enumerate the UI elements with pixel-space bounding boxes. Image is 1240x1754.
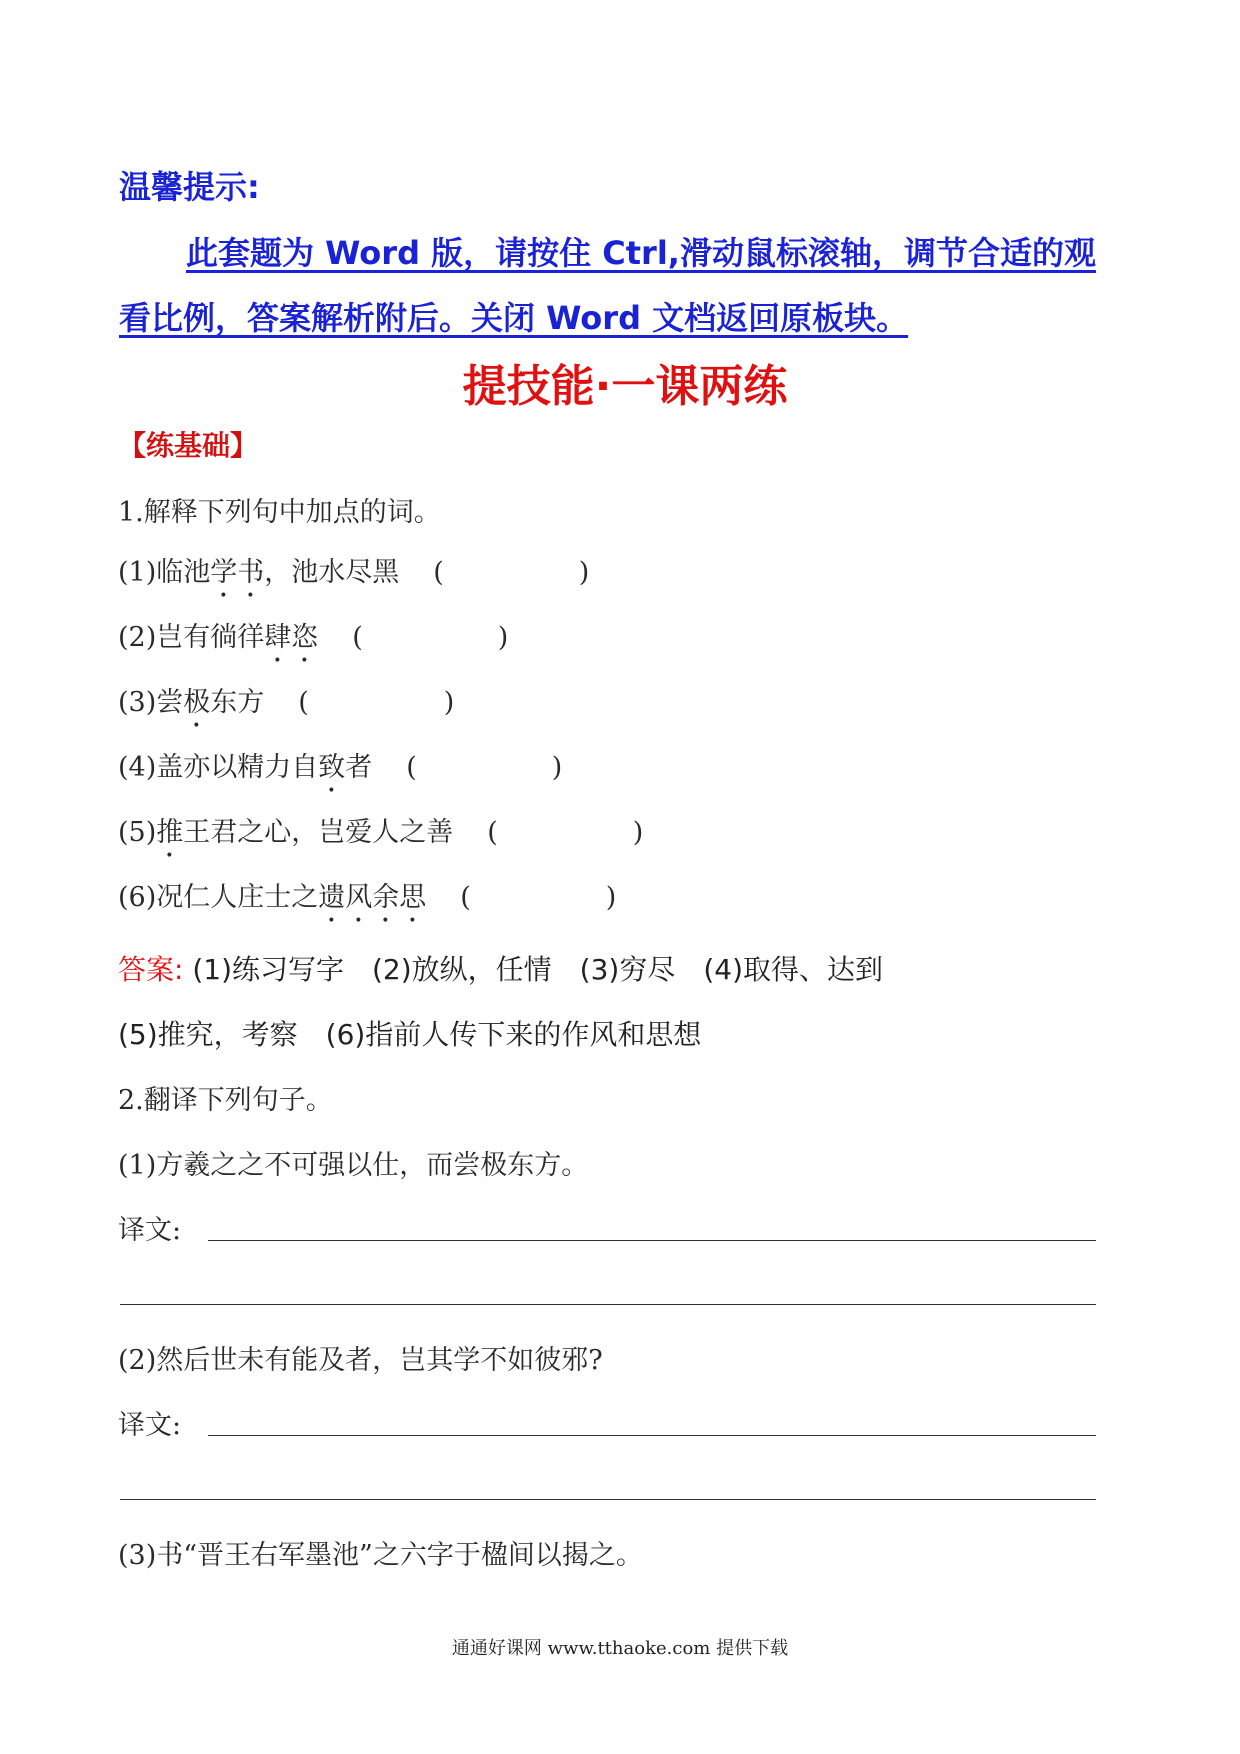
question-1-item xyxy=(118,810,643,864)
main-title: 提技能·一课两练 xyxy=(462,361,788,412)
section-label: 【练基础】 xyxy=(118,429,259,462)
item-dotted-word: 致 xyxy=(318,752,346,783)
answer-blank[interactable]: ( ) xyxy=(406,752,563,783)
item-dotted-word: 遗风余思 xyxy=(318,882,427,913)
question-1-item xyxy=(118,550,589,604)
question-1-item xyxy=(118,745,562,799)
answer-label: 答案: xyxy=(118,953,184,986)
item-pre: (6)况仁人庄士之 xyxy=(118,882,319,913)
answer-text-1: (1)练习写字 (2)放纵，任情 (3)穷尽 (4)取得、达到 xyxy=(183,953,883,986)
item-pre: (1)临池 xyxy=(118,557,211,588)
footer: 通通好课网 www.tthaoke.com 提供下载 xyxy=(451,1638,789,1659)
answer-blank[interactable]: ( ) xyxy=(433,557,590,588)
translation-line[interactable] xyxy=(208,1435,1096,1436)
item-dotted-word: 极 xyxy=(183,687,211,718)
translation-line[interactable] xyxy=(208,1240,1096,1241)
translation-line[interactable] xyxy=(120,1499,1096,1500)
translation-label: 译文: xyxy=(118,1215,182,1246)
translation-line[interactable] xyxy=(120,1304,1096,1305)
question-1-item xyxy=(118,615,508,669)
sentence-2: (2)然后世未有能及者，岂其学不如彼邪? xyxy=(118,1345,603,1376)
item-dotted-word: 肆恣 xyxy=(264,622,319,653)
question-1-prompt: 1.解释下列句中加点的词。 xyxy=(118,497,441,528)
item-post: 者 xyxy=(345,752,373,783)
answer-blank[interactable]: ( ) xyxy=(352,622,509,653)
answer-blank[interactable]: ( ) xyxy=(460,882,617,913)
answer-line-1 xyxy=(118,948,883,988)
item-pre: (2)岂有徜徉 xyxy=(118,622,265,653)
notice-line-1: 此套题为 Word 版，请按住 Ctrl,滑动鼠标滚轴，调节合适的观 xyxy=(186,234,1096,272)
translation-label: 译文: xyxy=(118,1410,182,1441)
item-dotted-word: 推 xyxy=(156,817,184,848)
item-pre: (5) xyxy=(118,817,157,848)
item-post: ，池水尽黑 xyxy=(264,557,400,588)
item-pre: (3)尝 xyxy=(118,687,184,718)
item-pre: (4)盖亦以精力自 xyxy=(118,752,319,783)
item-post: 东方 xyxy=(210,687,265,718)
answer-line-2: (5)推究，考察 (6)指前人传下来的作风和思想 xyxy=(118,1018,702,1051)
notice-title: 温馨提示: xyxy=(119,168,260,206)
sentence-1: (1)方羲之之不可强以仕，而尝极东方。 xyxy=(118,1150,589,1181)
item-post: 王君之心，岂爱人之善 xyxy=(183,817,454,848)
question-2-prompt: 2.翻译下列句子。 xyxy=(118,1085,333,1116)
answer-blank[interactable]: ( ) xyxy=(298,687,455,718)
sentence-3: (3)书“晋王右军墨池”之六字于楹间以揭之。 xyxy=(118,1540,643,1571)
answer-blank[interactable]: ( ) xyxy=(487,817,644,848)
notice-line-2: 看比例，答案解析附后。关闭 Word 文档返回原板块。 xyxy=(119,299,909,337)
question-1-item xyxy=(118,875,616,929)
question-1-item xyxy=(118,680,454,734)
item-dotted-word: 学书 xyxy=(210,557,265,588)
